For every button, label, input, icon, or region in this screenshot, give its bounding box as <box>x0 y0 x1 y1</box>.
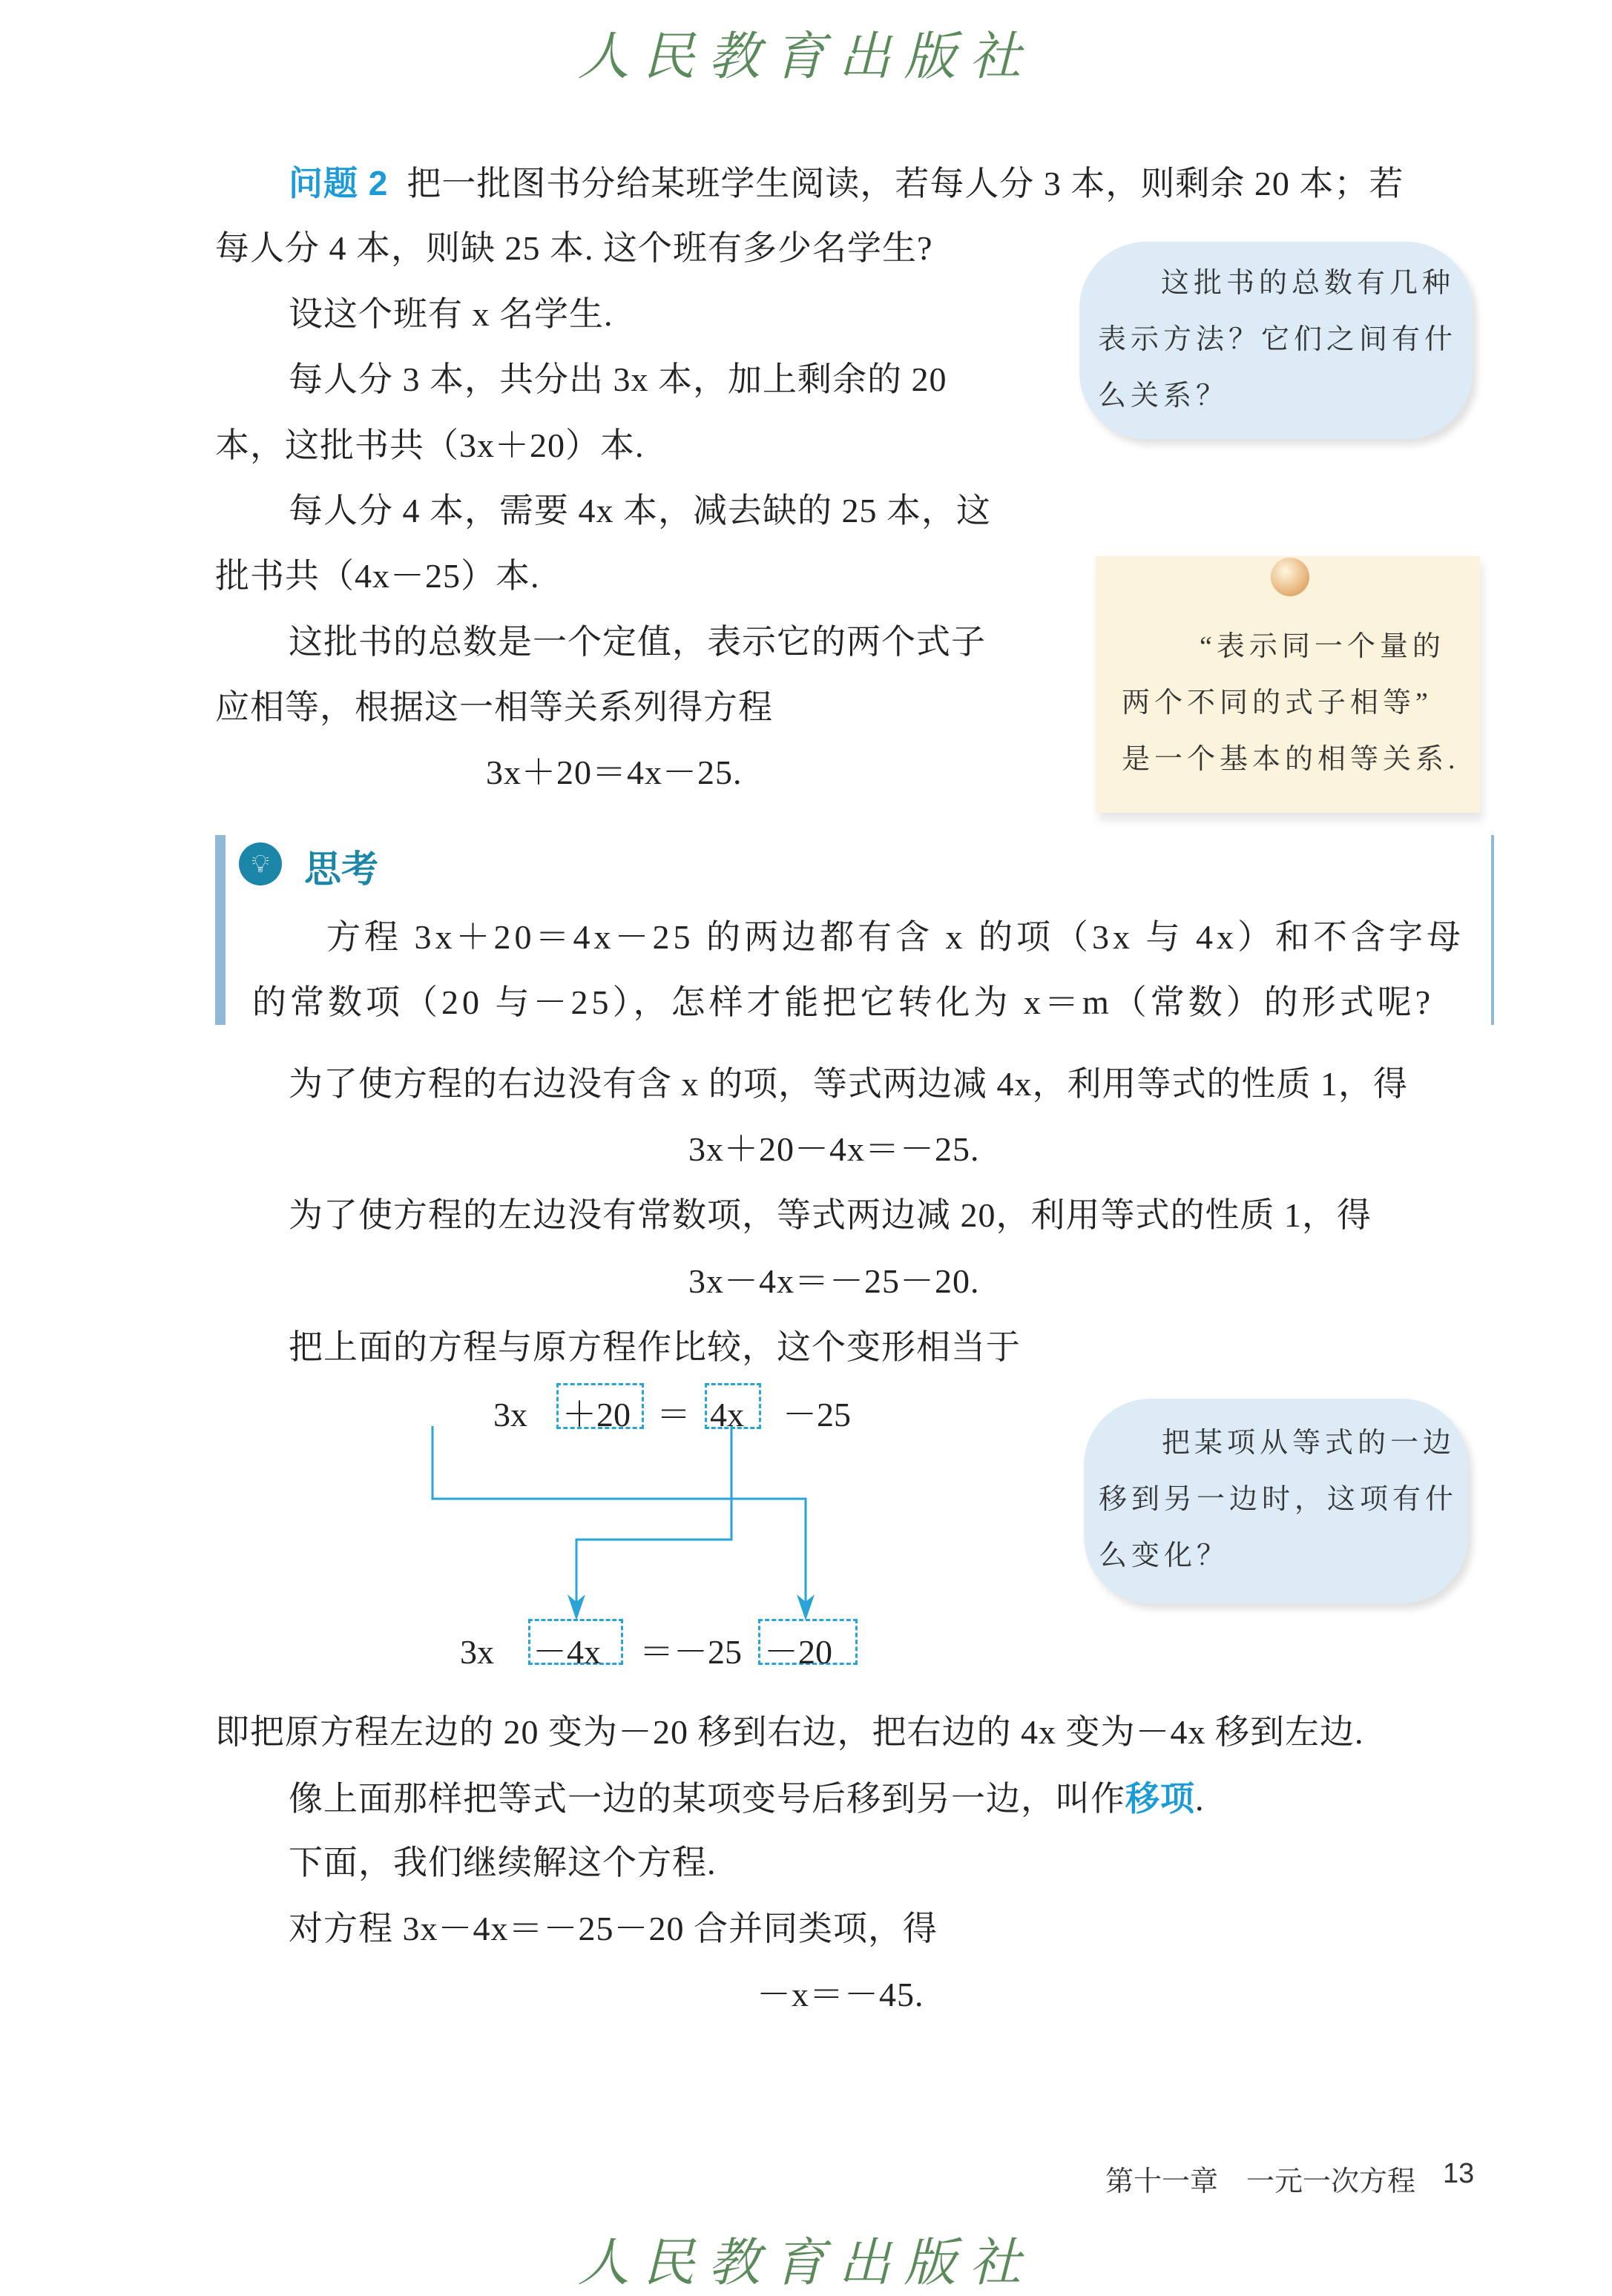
note-text: 是一个基本的相等关系. <box>1122 744 1460 775</box>
diagram-term: ＝－25 <box>639 1633 742 1671</box>
arrow-plus20 <box>432 1426 806 1617</box>
problem-line: 设这个班有 x 名学生. <box>289 295 613 333</box>
cloud-text: 移到另一边时，这项有什 <box>1099 1484 1458 1515</box>
note-text: 两个不同的式子相等” <box>1122 687 1432 719</box>
body-line: 下面，我们继续解这个方程. <box>289 1844 717 1881</box>
thought-cloud-2 <box>1084 1399 1468 1603</box>
note-text: “表示同一个量的 <box>1200 631 1445 662</box>
body-text: . <box>1195 1780 1205 1818</box>
body-line: 为了使方程的左边没有常数项，等式两边减 20，利用等式的性质 1，得 <box>289 1196 1372 1234</box>
cloud-text: 这批书的总数有几种 <box>1161 268 1455 299</box>
think-text: 方程 3x＋20＝4x－25 的两边都有含 x 的项（3x 与 4x）和不含字母 <box>326 918 1464 956</box>
diagram-term: －25 <box>783 1396 851 1434</box>
arrow-4x <box>576 1426 731 1617</box>
think-text: 的常数项（20 与－25），怎样才能把它转化为 x＝m（常数）的形式呢? <box>252 983 1435 1021</box>
problem-line: 每人分 3 本，共分出 3x 本，加上剩余的 20 <box>289 360 947 398</box>
key-term: 移项 <box>1125 1779 1195 1818</box>
cloud-text: 么变化？ <box>1099 1540 1230 1571</box>
problem-line: 每人分 4 本，需要 4x 本，减去缺的 25 本，这 <box>289 492 991 530</box>
publisher-logo-footer: 人民教育出版社 <box>577 2232 1035 2293</box>
diagram-term: －20 <box>764 1633 832 1671</box>
equation: 3x－4x＝－25－20. <box>688 1262 980 1300</box>
body-line <box>289 1778 1205 1820</box>
page-number: 13 <box>1443 2158 1475 2189</box>
cloud-text: 么关系？ <box>1098 380 1229 412</box>
problem-line: 本，这批书共（3x＋20）本. <box>215 426 645 464</box>
publisher-logo: 人民教育出版社 <box>577 26 1035 87</box>
body-line: 把上面的方程与原方程作比较，这个变形相当于 <box>289 1328 1021 1366</box>
diagram-term: 3x <box>460 1633 494 1671</box>
body-text: 像上面那样把等式一边的某项变号后移到另一边，叫作 <box>289 1780 1125 1818</box>
lightbulb-icon: 💡︎ <box>239 842 282 885</box>
think-title: 思考 <box>304 848 378 890</box>
equation: 3x＋20－4x＝－25. <box>688 1130 980 1168</box>
equation: 3x＋20＝4x－25. <box>486 753 743 791</box>
problem-line: 每人分 4 本，则缺 25 本. 这个班有多少名学生? <box>215 229 933 267</box>
cloud-text: 把某项从等式的一边 <box>1162 1428 1456 1459</box>
diagram-term: ＋20 <box>562 1396 631 1434</box>
problem-label: 问题 2 <box>289 164 389 202</box>
body-line: 对方程 3x－4x＝－25－20 合并同类项，得 <box>289 1910 938 1947</box>
problem-text: 把一批图书分给某班学生阅读，若每人分 3 本，则剩余 20 本；若 <box>407 165 1404 202</box>
problem-line: 应相等，根据这一相等关系列得方程 <box>215 688 773 726</box>
problem-line: 这批书的总数是一个定值，表示它的两个式子 <box>289 623 986 661</box>
problem-line: 批书共（4x－25）本. <box>215 557 540 595</box>
diagram-term: ＝ <box>657 1396 691 1434</box>
diagram-term: 4x <box>710 1396 744 1434</box>
diagram-term: －4x <box>533 1633 601 1671</box>
equation: －x＝－45. <box>757 1976 924 2013</box>
diagram-term: 3x <box>493 1396 527 1434</box>
body-line: 为了使方程的右边没有含 x 的项，等式两边减 4x，利用等式的性质 1，得 <box>289 1065 1408 1103</box>
chapter-title: 第十一章 一元一次方程 <box>1105 2166 1416 2197</box>
body-line: 即把原方程左边的 20 变为－20 移到右边，把右边的 4x 变为－4x 移到左边. <box>215 1713 1364 1751</box>
cloud-text: 表示方法？它们之间有什 <box>1098 324 1458 355</box>
